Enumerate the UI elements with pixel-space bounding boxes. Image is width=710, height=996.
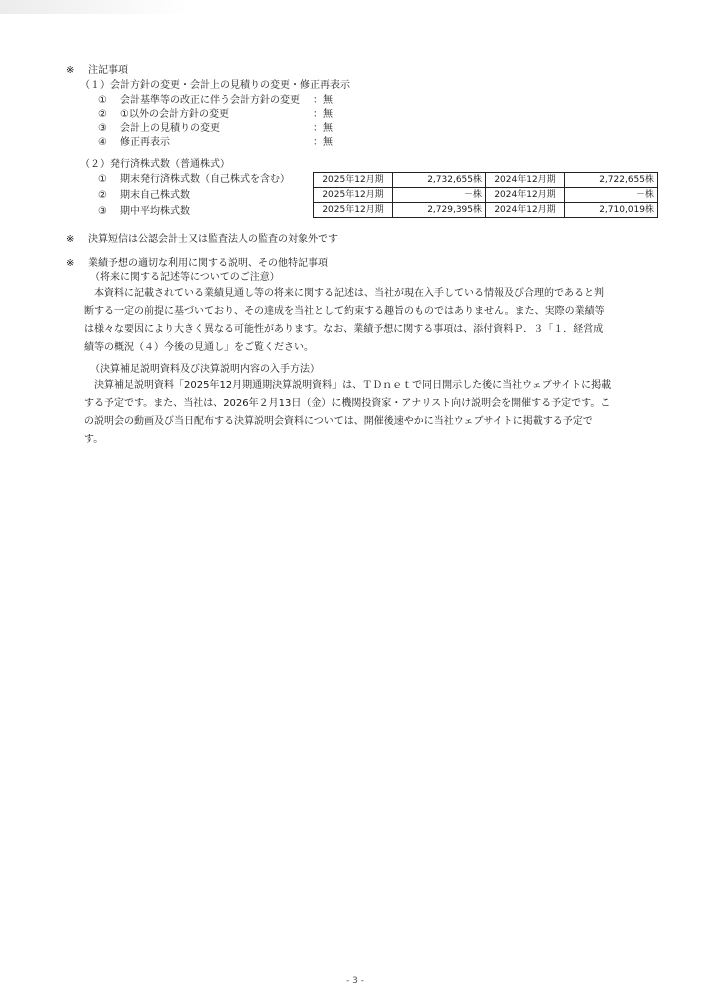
period-cell: 2024年12月期	[486, 188, 565, 203]
paragraph-line: す。	[84, 434, 104, 445]
period-cell: 2024年12月期	[486, 203, 565, 218]
period-cell: 2024年12月期	[486, 173, 565, 188]
notes-title: 注記事項	[88, 65, 128, 76]
item-value: ：無	[313, 95, 333, 106]
value-cell: 2,710,019株	[565, 203, 658, 218]
row-label: 期末発行済株式数（自己株式を含む）	[120, 174, 290, 185]
paragraph-line: 断する一定の前提に基づいており、その達成を当社として約束する趣旨のものではありません。また、実際の業績等	[84, 306, 605, 317]
item-label: 会計上の見積りの変更	[120, 123, 220, 134]
table-row	[314, 188, 658, 203]
item-value: ：無	[313, 137, 333, 148]
paragraph-line: の説明会の動画及び当日配布する決算説明会資料については、開催後速やかに当社ウェブサイトに掲載する予定で	[84, 416, 593, 427]
audit-mark: ※	[66, 234, 75, 245]
item-label: 会計基準等の改正に伴う会計方針の変更	[120, 95, 300, 106]
briefing-subtitle: （決算補足説明資料及び決算説明内容の入手方法）	[90, 364, 320, 375]
item-num: ②	[98, 109, 107, 120]
page-number: - 3 -	[346, 976, 364, 986]
row-num: ②	[98, 190, 107, 201]
period-cell: 2025年12月期	[314, 173, 393, 188]
notes-mark: ※	[66, 65, 75, 76]
item-num: ③	[98, 123, 107, 134]
item-num: ①	[98, 95, 107, 106]
forecast-subtitle: （将来に関する記述等についてのご注意）	[90, 272, 280, 283]
value-cell: 2,732,655株	[393, 173, 486, 188]
forecast-mark: ※	[66, 258, 75, 269]
period-cell: 2025年12月期	[314, 188, 393, 203]
section2-title: （２）発行済株式数（普通株式）	[80, 159, 230, 170]
row-label: 期中平均株式数	[120, 206, 190, 217]
value-cell: 2,729,395株	[393, 203, 486, 218]
item-value: ：無	[313, 109, 333, 120]
row-num: ③	[98, 206, 107, 217]
table-row	[314, 203, 658, 218]
item-value: ：無	[313, 123, 333, 134]
section1-title: （１）会計方針の変更・会計上の見積りの変更・修正再表示	[80, 80, 350, 91]
table-row	[314, 173, 658, 188]
paragraph-line: 決算補足説明資料「2025年12月期通期決算説明資料」は、ＴＤｎｅｔで同日開示した後に当社ウェブサイトに掲載	[84, 380, 612, 391]
value-cell: －株	[393, 188, 486, 203]
forecast-title: 業績予想の適切な利用に関する説明、その他特記事項	[88, 258, 328, 269]
row-num: ①	[98, 174, 107, 185]
scan-shadow	[0, 0, 190, 14]
paragraph-line: 績等の概況（４）今後の見通し」をご覧ください。	[84, 342, 314, 353]
row-label: 期末自己株式数	[120, 190, 190, 201]
shares-table	[313, 172, 658, 218]
value-cell: －株	[565, 188, 658, 203]
item-label: ①以外の会計方針の変更	[120, 109, 229, 120]
briefing-paragraph	[84, 377, 650, 449]
audit-text: 決算短信は公認会計士又は監査法人の監査の対象外です	[88, 234, 338, 245]
forecast-paragraph	[84, 285, 650, 357]
paragraph-line: する予定です。また、当社は、2026年２月13日（金）に機関投資家・アナリスト向け説明会を開催する予定です。こ	[84, 398, 611, 409]
paragraph-line: 本資料に記載されている業績見通し等の将来に関する記述は、当社が現在入手している情報及び合理的であると判	[84, 288, 604, 299]
item-num: ④	[98, 137, 107, 148]
period-cell: 2025年12月期	[314, 203, 393, 218]
item-label: 修正再表示	[120, 137, 170, 148]
paragraph-line: は様々な要因により大きく異なる可能性があります。なお、業績予想に関する事項は、添付資料Ｐ．３「１．経営成	[84, 324, 604, 335]
value-cell: 2,722,655株	[565, 173, 658, 188]
